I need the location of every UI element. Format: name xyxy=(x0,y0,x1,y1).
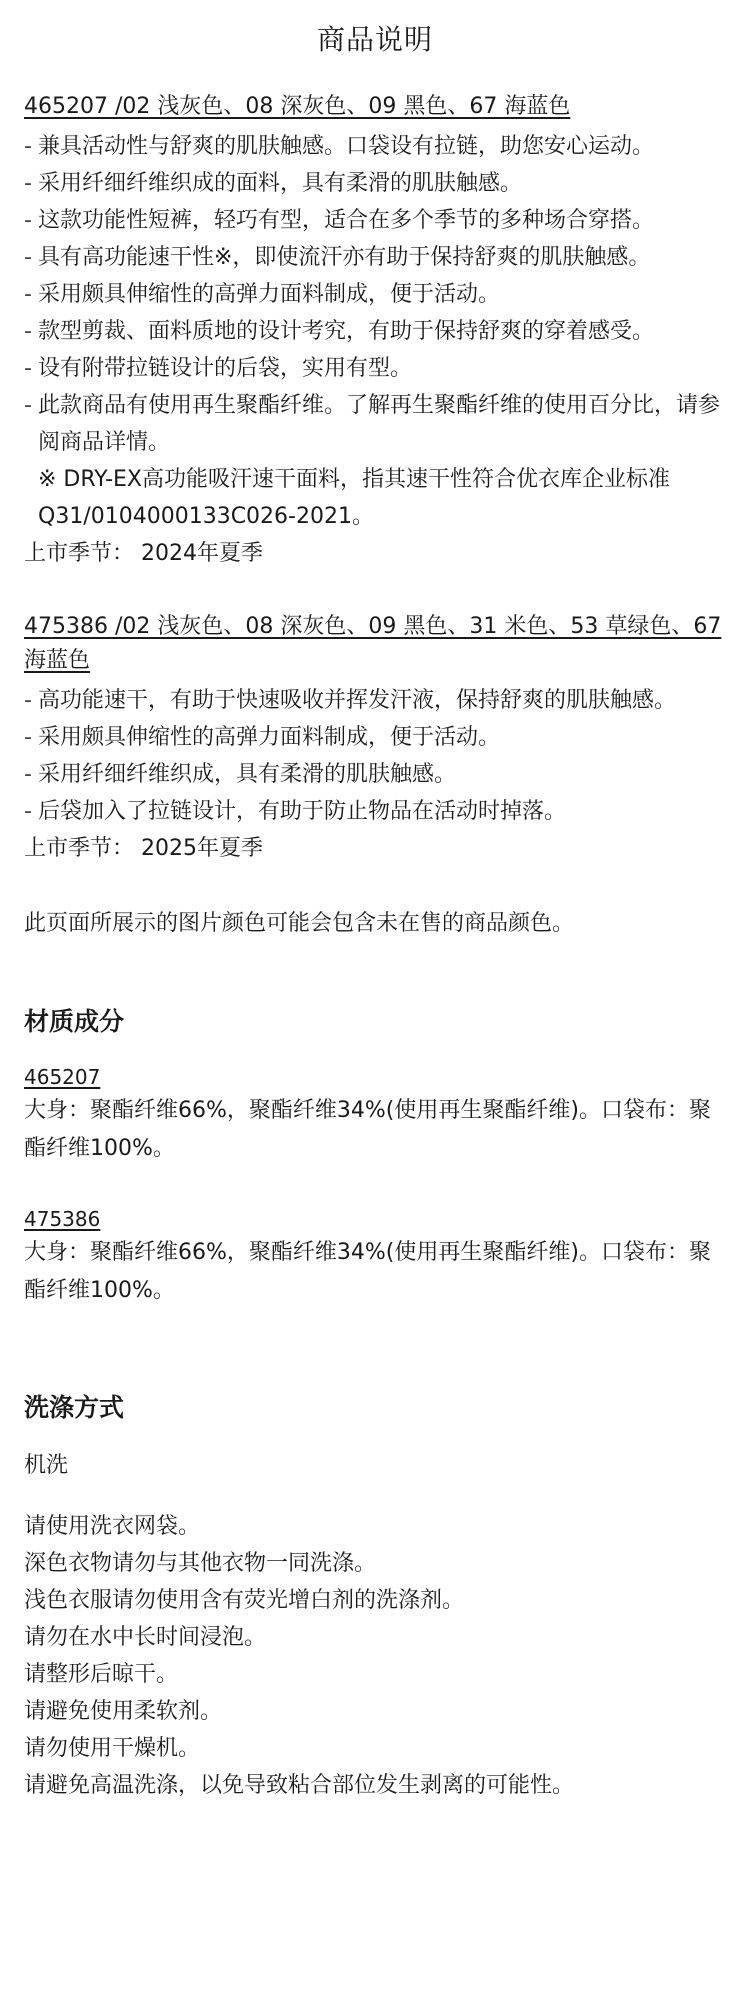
feature-bullet xyxy=(24,682,726,719)
materials-heading: 材质成分 xyxy=(24,1007,125,1036)
washing-instruction: 请勿使用干燥机。 xyxy=(24,1736,201,1761)
product-color-header: 465207 /02 浅灰色、08 深灰色、09 黑色、67 海蓝色 xyxy=(24,94,571,119)
feature-text: 兼具活动性与舒爽的肌肤触感。口袋设有拉链，助您安心运动。 xyxy=(38,134,655,159)
washing-instruction: 请使用洗衣网袋。 xyxy=(24,1514,201,1539)
feature-text: 采用颇具伸缩性的高弹力面料制成，便于活动。 xyxy=(38,725,501,750)
washing-instruction: 请避免高温洗涤，以免导致粘合部位发生剥离的可能性。 xyxy=(24,1773,575,1798)
feature-text: 款型剪裁、面料质地的设计考究，有助于保持舒爽的穿着感受。 xyxy=(38,319,655,344)
feature-text: 具有高功能速干性※，即使流汗亦有助于保持舒爽的肌肤触感。 xyxy=(38,245,651,270)
feature-bullet xyxy=(24,793,726,830)
washing-method: 机洗 xyxy=(24,1453,69,1478)
bullet-marker: - xyxy=(24,393,32,418)
washing-instruction: 请勿在水中长时间浸泡。 xyxy=(24,1625,267,1650)
material-entry xyxy=(24,1062,726,1168)
materials-section xyxy=(24,1004,726,1310)
bullet-marker: - xyxy=(24,799,32,824)
bullet-marker: - xyxy=(24,171,32,196)
washing-instruction: 浅色衣服请勿使用含有荧光增白剂的洗涤剂。 xyxy=(24,1588,465,1613)
washing-heading: 洗涤方式 xyxy=(24,1393,125,1422)
feature-text: 此款商品有使用再生聚酯纤维。了解再生聚酯纤维的使用百分比，请参阅商品详情。 xyxy=(38,393,721,455)
feature-text: 这款功能性短裤，轻巧有型，适合在多个季节的多种场合穿搭。 xyxy=(38,208,655,233)
release-season: 上市季节： 2025年夏季 xyxy=(24,836,263,861)
feature-text: 高功能速干，有助于快速吸收并挥发汗液，保持舒爽的肌肤触感。 xyxy=(38,688,677,713)
bullet-marker: - xyxy=(24,762,32,787)
washing-instruction: 请避免使用柔软剂。 xyxy=(24,1699,223,1724)
bullet-marker: - xyxy=(24,208,32,233)
feature-bullet xyxy=(24,276,726,313)
product-color-header: 475386 /02 浅灰色、08 深灰色、09 黑色、31 米色、53 草绿色、67 海蓝色 xyxy=(24,614,722,673)
product-block-465207 xyxy=(24,90,726,572)
washing-section xyxy=(24,1390,726,1804)
material-product-code: 465207 xyxy=(24,1065,101,1089)
feature-bullet xyxy=(24,239,726,276)
material-composition: 大身：聚酯纤维66%，聚酯纤维34%(使用再生聚酯纤维)。口袋布：聚酯纤维100%。 xyxy=(24,1240,711,1303)
bullet-marker: - xyxy=(24,134,32,159)
color-disclaimer: 此页面所展示的图片颜色可能会包含未在售的商品颜色。 xyxy=(24,911,575,936)
feature-bullet xyxy=(24,719,726,756)
feature-text: 采用颇具伸缩性的高弹力面料制成，便于活动。 xyxy=(38,282,501,307)
feature-bullet xyxy=(24,202,726,239)
feature-text: 设有附带拉链设计的后袋，实用有型。 xyxy=(38,356,413,381)
feature-text: 后袋加入了拉链设计，有助于防止物品在活动时掉落。 xyxy=(38,799,567,824)
feature-bullet xyxy=(24,165,726,202)
bullet-marker: - xyxy=(24,319,32,344)
material-product-code: 475386 xyxy=(24,1207,101,1231)
material-entry xyxy=(24,1204,726,1310)
feature-bullet xyxy=(24,350,726,387)
bullet-marker: - xyxy=(24,245,32,270)
bullet-marker: - xyxy=(24,282,32,307)
feature-bullet xyxy=(24,313,726,350)
feature-bullet xyxy=(24,387,726,461)
bullet-marker: - xyxy=(24,688,32,713)
feature-bullet xyxy=(24,128,726,165)
dry-ex-footnote: ※ DRY-EX高功能吸汗速干面料，指其速干性符合优衣库企业标准Q31/0104000133C026-2021。 xyxy=(38,467,670,529)
bullet-marker: - xyxy=(24,725,32,750)
feature-text: 采用纤细纤维织成的面料，具有柔滑的肌肤触感。 xyxy=(38,171,523,196)
product-block-475386 xyxy=(24,610,726,867)
washing-instruction: 深色衣物请勿与其他衣物一同洗涤。 xyxy=(24,1551,377,1576)
material-composition: 大身：聚酯纤维66%，聚酯纤维34%(使用再生聚酯纤维)。口袋布：聚酯纤维100%。 xyxy=(24,1098,711,1161)
washing-instruction: 请整形后晾干。 xyxy=(24,1662,179,1687)
page-title: 商品说明 xyxy=(316,23,433,56)
bullet-marker: - xyxy=(24,356,32,381)
feature-bullet xyxy=(24,756,726,793)
release-season: 上市季节： 2024年夏季 xyxy=(24,541,263,566)
feature-text: 采用纤细纤维织成，具有柔滑的肌肤触感。 xyxy=(38,762,457,787)
